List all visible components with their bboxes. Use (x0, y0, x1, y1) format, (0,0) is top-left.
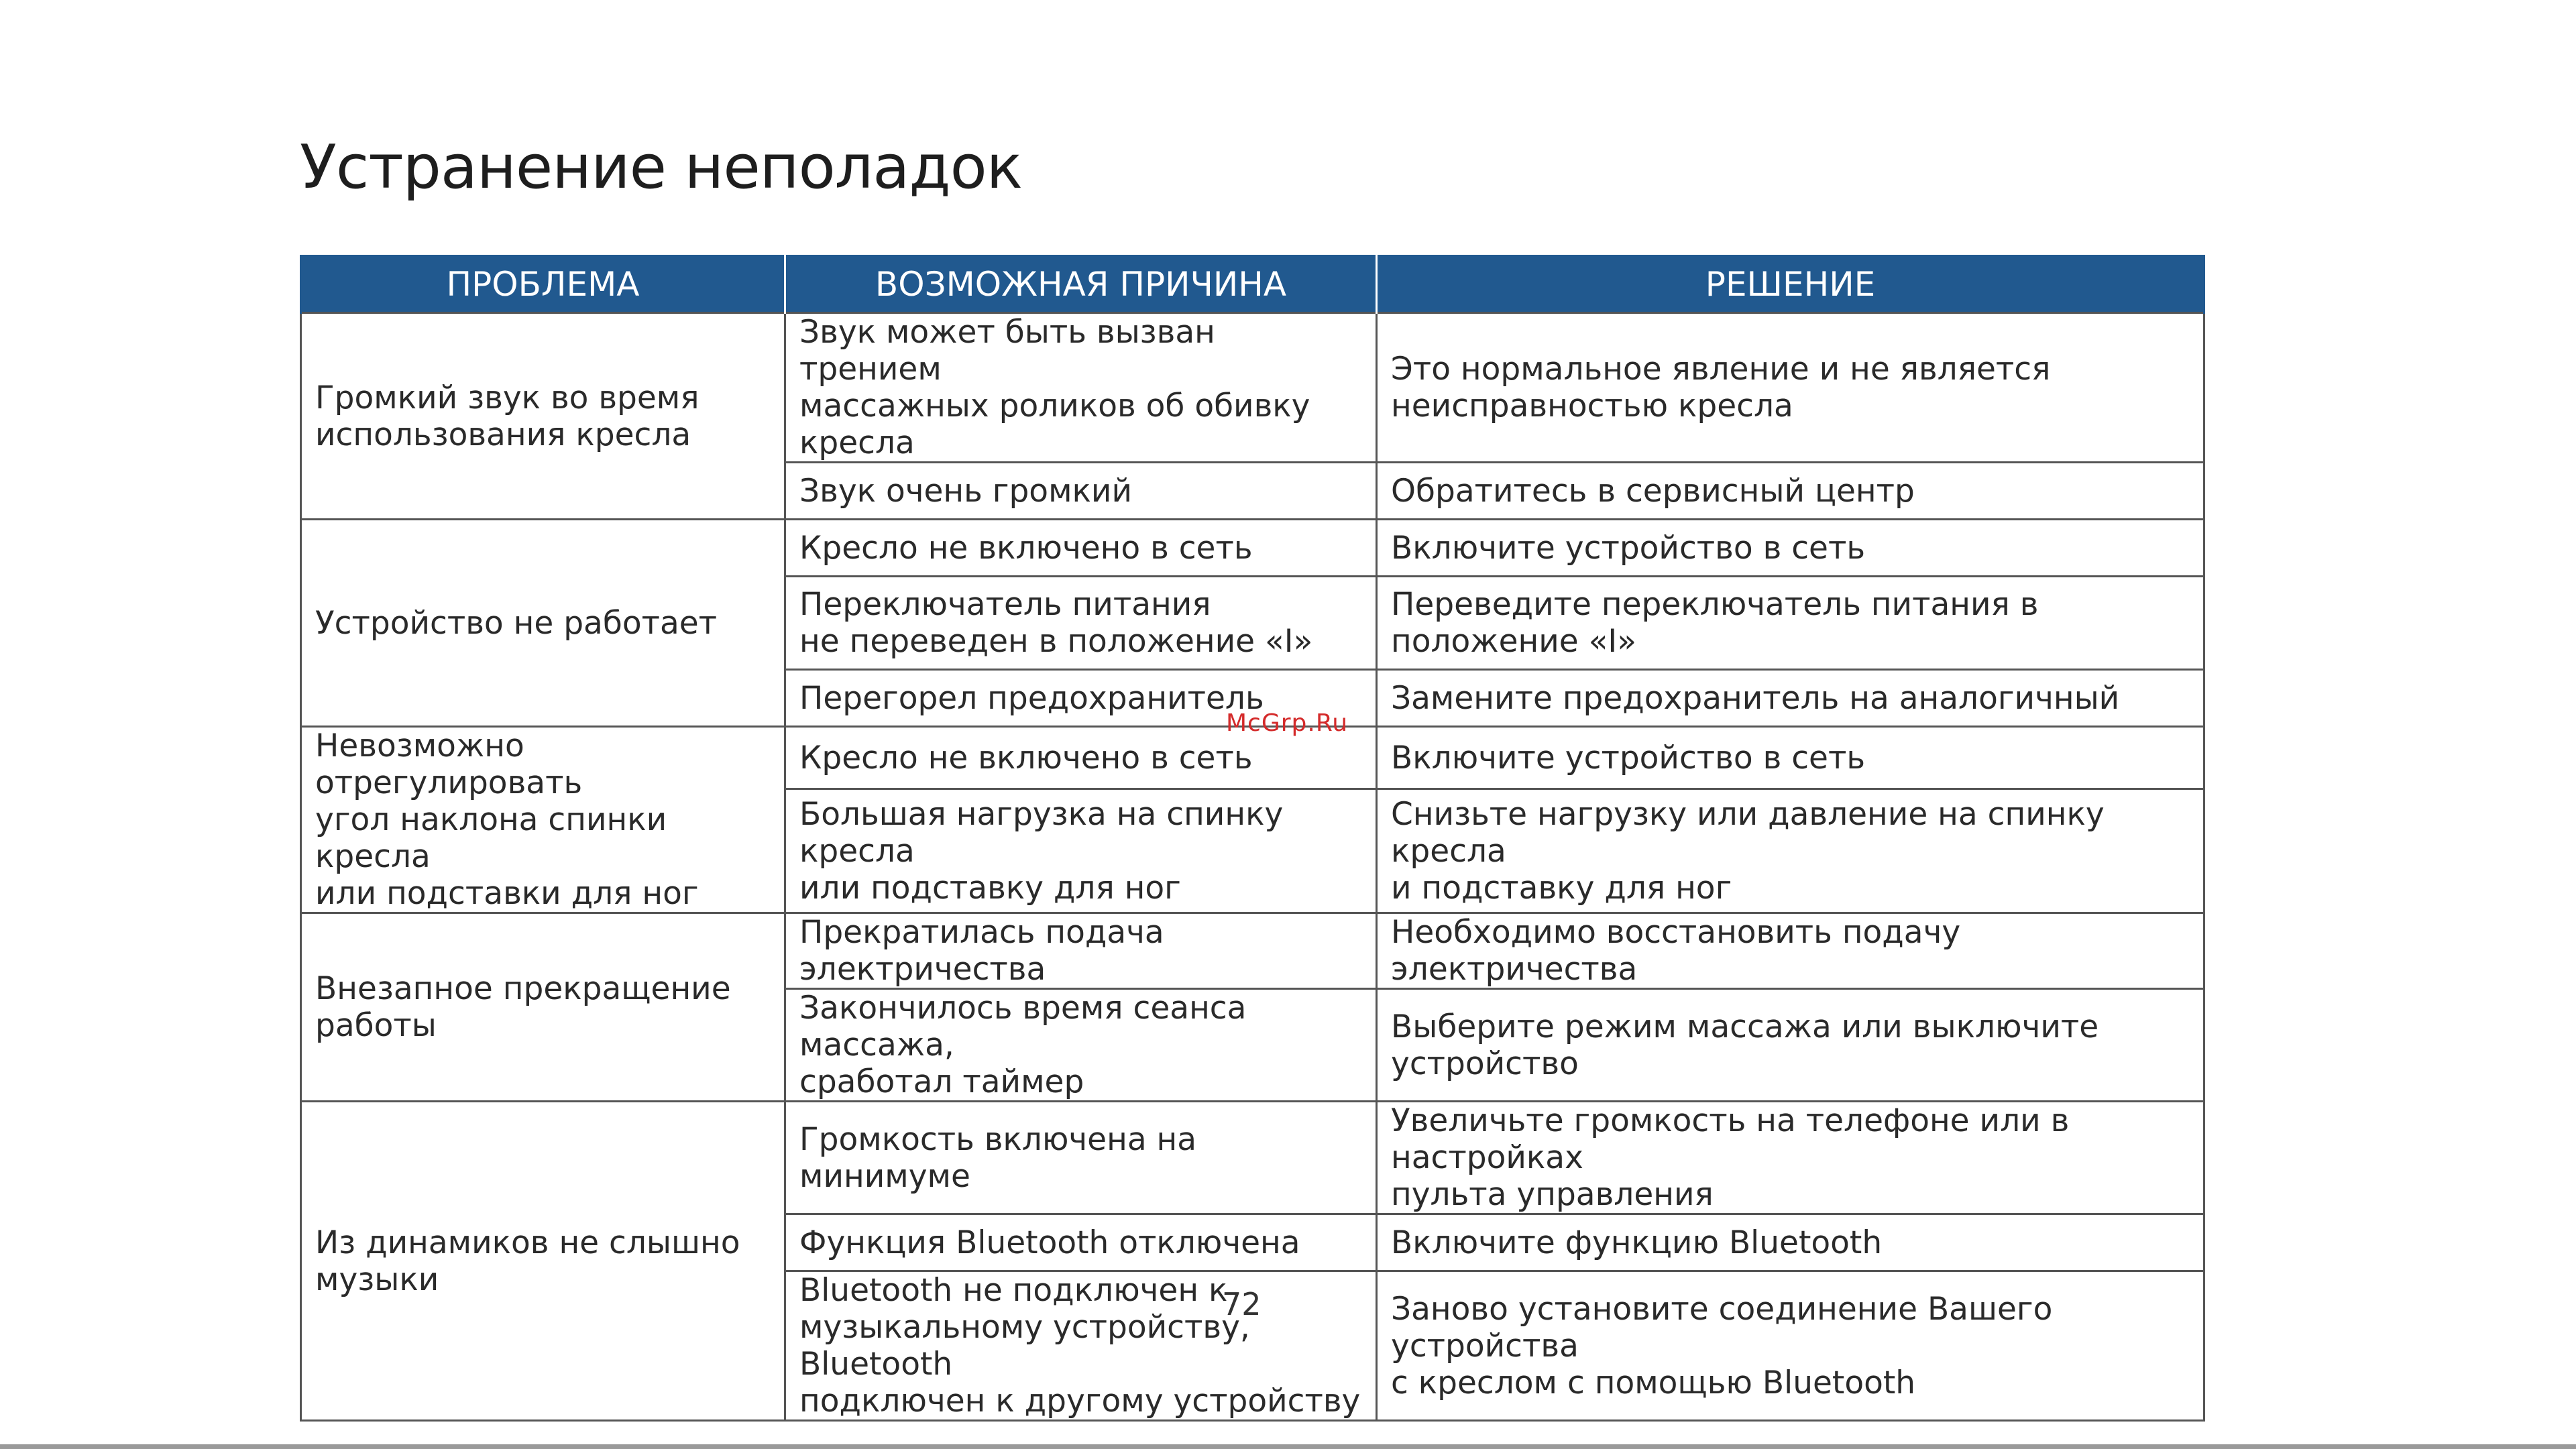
solution-cell: Замените предохранитель на аналогичный (1377, 670, 2204, 727)
page-number: 72 (1222, 1286, 1262, 1322)
page-title: Устранение неполадок (300, 132, 1023, 202)
problem-cell: Громкий звук во время использования кресла (301, 313, 785, 520)
solution-cell: Увеличьте громкость на телефоне или в настройках пульта управления (1377, 1102, 2204, 1214)
solution-cell: Необходимо восстановить подачу электричества (1377, 913, 2204, 989)
problem-cell: Устройство не работает (301, 520, 785, 727)
solution-cell: Обратитесь в сервисный центр (1377, 463, 2204, 520)
cause-cell: Звук может быть вызван трением массажных роликов об обивку кресла (785, 313, 1377, 463)
cause-cell: Прекратилась подача электричества (785, 913, 1377, 989)
cause-cell: Кресло не включено в сеть (785, 727, 1377, 789)
header-cause: ВОЗМОЖНАЯ ПРИЧИНА (785, 256, 1377, 313)
table-row (301, 1102, 2204, 1214)
cause-cell: Большая нагрузка на спинку кресла или подставку для ног (785, 789, 1377, 913)
watermark: McGrp.Ru (1226, 709, 1349, 737)
table-row (301, 520, 2204, 577)
solution-cell: Выберите режим массажа или выключите устройство (1377, 989, 2204, 1102)
header-problem: ПРОБЛЕМА (301, 256, 785, 313)
troubleshooting-table (300, 255, 2205, 1422)
solution-cell: Переведите переключатель питания в положение «I» (1377, 577, 2204, 670)
table-row (301, 913, 2204, 989)
solution-cell: Снизьте нагрузку или давление на спинку кресла и подставку для ног (1377, 789, 2204, 913)
solution-cell: Включите функцию Bluetooth (1377, 1214, 2204, 1271)
solution-cell: Заново установите соединение Вашего устройства с креслом с помощью Bluetooth (1377, 1271, 2204, 1421)
solution-cell: Включите устройство в сеть (1377, 727, 2204, 789)
cause-cell: Звук очень громкий (785, 463, 1377, 520)
solution-cell: Включите устройство в сеть (1377, 520, 2204, 577)
solution-cell: Это нормальное явление и не является неисправностью кресла (1377, 313, 2204, 463)
cause-cell: Перегорел предохранитель (785, 670, 1377, 727)
table-row (301, 313, 2204, 463)
table-header-row (301, 256, 2204, 313)
problem-cell: Внезапное прекращение работы (301, 913, 785, 1102)
cause-cell: Кресло не включено в сеть (785, 520, 1377, 577)
problem-cell: Невозможно отрегулировать угол наклона спинки кресла или подставки для ног (301, 727, 785, 913)
problem-cell: Из динамиков не слышно музыки (301, 1102, 785, 1421)
cause-cell: Переключатель питания не переведен в положение «I» (785, 577, 1377, 670)
header-solution: РЕШЕНИЕ (1377, 256, 2204, 313)
bottom-rule (0, 1444, 2576, 1449)
cause-cell: Громкость включена на минимуме (785, 1102, 1377, 1214)
cause-cell: Bluetooth не подключен к музыкальному устройству, Bluetooth подключен к другому устройству (785, 1271, 1377, 1421)
cause-cell: Закончилось время сеанса массажа, сработал таймер (785, 989, 1377, 1102)
cause-cell: Функция Bluetooth отключена (785, 1214, 1377, 1271)
